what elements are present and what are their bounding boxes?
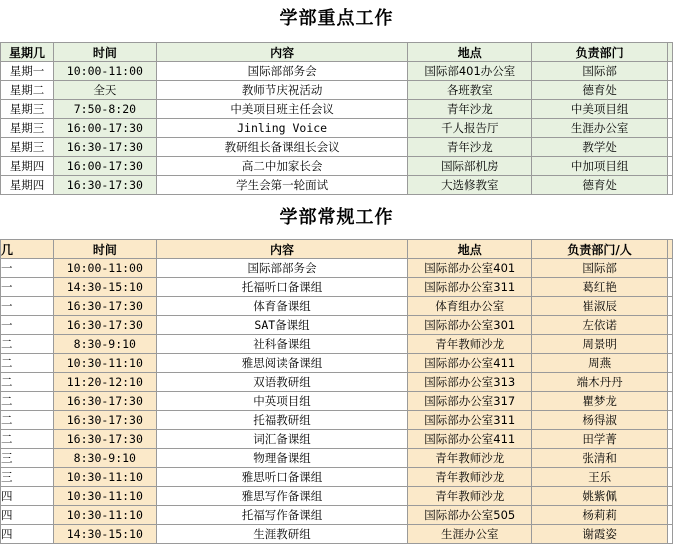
table-row — [1, 430, 673, 449]
table-row — [1, 259, 673, 278]
cell-day: 星期四 — [1, 157, 54, 176]
cell-spacer — [667, 373, 672, 392]
cell-spacer — [667, 335, 672, 354]
table-row — [1, 525, 673, 544]
cell-time: 10:30-11:10 — [53, 354, 156, 373]
cell-dept: 王乐 — [532, 468, 668, 487]
section-title-key-work: 学部重点工作 — [279, 8, 394, 29]
cell-content: 教研组长备课组长会议 — [156, 138, 408, 157]
cell-day: 二 — [1, 430, 54, 449]
cell-content: 雅思阅读备课组 — [156, 354, 408, 373]
cell-day: 一 — [1, 297, 54, 316]
cell-spacer — [667, 278, 672, 297]
cell-content: 高二中加家长会 — [156, 157, 408, 176]
cell-content: SAT备课组 — [156, 316, 408, 335]
cell-time: 14:30-15:10 — [53, 278, 156, 297]
table-row — [1, 176, 673, 195]
cell-spacer — [667, 176, 672, 195]
cell-spacer — [667, 525, 672, 544]
cell-day: 二 — [1, 373, 54, 392]
header-dept: 负责部门 — [532, 43, 668, 62]
cell-content: 学生会第一轮面试 — [156, 176, 408, 195]
cell-spacer — [667, 100, 672, 119]
table-row — [1, 138, 673, 157]
cell-spacer — [667, 506, 672, 525]
cell-day: 三 — [1, 468, 54, 487]
cell-dept: 杨得淑 — [532, 411, 668, 430]
cell-dept: 崔淑辰 — [532, 297, 668, 316]
cell-dept: 谢霞姿 — [532, 525, 668, 544]
cell-time: 8:30-9:10 — [53, 449, 156, 468]
cell-dept: 端木丹丹 — [532, 373, 668, 392]
header-time: 时间 — [53, 240, 156, 259]
cell-day: 星期三 — [1, 100, 54, 119]
cell-time: 16:30-17:30 — [53, 411, 156, 430]
cell-place: 大选修教室 — [408, 176, 532, 195]
cell-day: 一 — [1, 259, 54, 278]
cell-day: 二 — [1, 354, 54, 373]
cell-place: 青年沙龙 — [408, 100, 532, 119]
cell-dept: 国际部 — [532, 259, 668, 278]
cell-day: 一 — [1, 316, 54, 335]
cell-place: 国际部办公室311 — [408, 278, 532, 297]
table-row — [1, 373, 673, 392]
section-title-routine-work: 学部常规工作 — [279, 207, 394, 228]
cell-content: 社科备课组 — [156, 335, 408, 354]
table-row — [1, 100, 673, 119]
cell-content: 体育备课组 — [156, 297, 408, 316]
table-row — [1, 119, 673, 138]
header-content: 内容 — [156, 43, 408, 62]
header-dept-person: 负责部门/人 — [532, 240, 668, 259]
cell-place: 生涯办公室 — [408, 525, 532, 544]
cell-content: 雅思听口备课组 — [156, 468, 408, 487]
cell-content: Jinling Voice — [156, 119, 408, 138]
table-header-row — [1, 43, 673, 62]
header-spacer — [667, 43, 672, 62]
header-time: 时间 — [53, 43, 156, 62]
cell-content: 托福教研组 — [156, 411, 408, 430]
table-header-row — [1, 240, 673, 259]
cell-time: 14:30-15:10 — [53, 525, 156, 544]
cell-place: 青年教师沙龙 — [408, 449, 532, 468]
cell-dept: 中美项目组 — [532, 100, 668, 119]
table-row — [1, 487, 673, 506]
routine-work-table — [0, 239, 673, 544]
cell-spacer — [667, 62, 672, 81]
cell-spacer — [667, 259, 672, 278]
cell-dept: 中加项目组 — [532, 157, 668, 176]
cell-place: 国际部办公室301 — [408, 316, 532, 335]
cell-time: 10:30-11:10 — [53, 468, 156, 487]
table-row — [1, 354, 673, 373]
cell-time: 10:30-11:10 — [53, 506, 156, 525]
cell-place: 国际部机房 — [408, 157, 532, 176]
table-row — [1, 449, 673, 468]
cell-place: 国际部办公室411 — [408, 430, 532, 449]
cell-content: 生涯教研组 — [156, 525, 408, 544]
cell-place: 青年教师沙龙 — [408, 468, 532, 487]
cell-place: 国际部办公室311 — [408, 411, 532, 430]
cell-time: 16:30-17:30 — [53, 176, 156, 195]
table-row — [1, 157, 673, 176]
cell-day: 二 — [1, 335, 54, 354]
cell-place: 青年沙龙 — [408, 138, 532, 157]
cell-day: 四 — [1, 487, 54, 506]
table-row — [1, 392, 673, 411]
cell-spacer — [667, 138, 672, 157]
cell-day: 星期二 — [1, 81, 54, 100]
cell-spacer — [667, 487, 672, 506]
cell-dept: 瞿梦龙 — [532, 392, 668, 411]
cell-content: 国际部部务会 — [156, 259, 408, 278]
cell-time: 16:30-17:30 — [53, 316, 156, 335]
cell-place: 国际部办公室401 — [408, 259, 532, 278]
cell-spacer — [667, 81, 672, 100]
cell-content: 托福写作备课组 — [156, 506, 408, 525]
cell-time: 16:30-17:30 — [53, 392, 156, 411]
header-day: 几 — [1, 240, 54, 259]
cell-day: 一 — [1, 278, 54, 297]
cell-content: 词汇备课组 — [156, 430, 408, 449]
cell-dept: 德育处 — [532, 81, 668, 100]
cell-content: 雅思写作备课组 — [156, 487, 408, 506]
cell-day: 三 — [1, 449, 54, 468]
cell-place: 青年教师沙龙 — [408, 335, 532, 354]
header-place: 地点 — [408, 43, 532, 62]
cell-dept: 杨莉莉 — [532, 506, 668, 525]
cell-dept: 张清和 — [532, 449, 668, 468]
cell-time: 16:30-17:30 — [53, 430, 156, 449]
header-place: 地点 — [408, 240, 532, 259]
cell-day: 二 — [1, 411, 54, 430]
cell-day: 四 — [1, 525, 54, 544]
cell-spacer — [667, 392, 672, 411]
cell-place: 国际部办公室313 — [408, 373, 532, 392]
cell-spacer — [667, 354, 672, 373]
cell-day: 星期四 — [1, 176, 54, 195]
cell-day: 星期一 — [1, 62, 54, 81]
cell-day: 二 — [1, 392, 54, 411]
cell-spacer — [667, 430, 672, 449]
cell-spacer — [667, 297, 672, 316]
table-row — [1, 506, 673, 525]
cell-spacer — [667, 449, 672, 468]
cell-place: 国际部办公室505 — [408, 506, 532, 525]
cell-spacer — [667, 316, 672, 335]
cell-time: 10:00-11:00 — [53, 62, 156, 81]
cell-dept: 左依诺 — [532, 316, 668, 335]
cell-spacer — [667, 468, 672, 487]
table-row — [1, 62, 673, 81]
cell-content: 国际部部务会 — [156, 62, 408, 81]
cell-dept: 田学菁 — [532, 430, 668, 449]
cell-time: 8:30-9:10 — [53, 335, 156, 354]
cell-place: 各班教室 — [408, 81, 532, 100]
cell-time: 16:30-17:30 — [53, 138, 156, 157]
cell-place: 千人报告厅 — [408, 119, 532, 138]
cell-time: 10:30-11:10 — [53, 487, 156, 506]
cell-day: 星期三 — [1, 138, 54, 157]
table-row — [1, 297, 673, 316]
cell-time: 7:50-8:20 — [53, 100, 156, 119]
table-row — [1, 335, 673, 354]
cell-spacer — [667, 119, 672, 138]
table-row — [1, 411, 673, 430]
cell-dept: 葛红艳 — [532, 278, 668, 297]
cell-place: 体育组办公室 — [408, 297, 532, 316]
cell-day: 星期三 — [1, 119, 54, 138]
cell-place: 国际部401办公室 — [408, 62, 532, 81]
table-row — [1, 81, 673, 100]
cell-time: 16:00-17:30 — [53, 157, 156, 176]
cell-dept: 周燕 — [532, 354, 668, 373]
cell-dept: 生涯办公室 — [532, 119, 668, 138]
header-content: 内容 — [156, 240, 408, 259]
cell-content: 物理备课组 — [156, 449, 408, 468]
cell-dept: 姚紫佩 — [532, 487, 668, 506]
cell-time: 10:00-11:00 — [53, 259, 156, 278]
cell-content: 中美项目班主任会议 — [156, 100, 408, 119]
table-row — [1, 278, 673, 297]
cell-time: 全天 — [53, 81, 156, 100]
cell-time: 11:20-12:10 — [53, 373, 156, 392]
cell-content: 双语教研组 — [156, 373, 408, 392]
cell-place: 国际部办公室411 — [408, 354, 532, 373]
cell-content: 托福听口备课组 — [156, 278, 408, 297]
cell-spacer — [667, 411, 672, 430]
table-row — [1, 468, 673, 487]
cell-dept: 德育处 — [532, 176, 668, 195]
cell-time: 16:00-17:30 — [53, 119, 156, 138]
header-spacer — [667, 240, 672, 259]
cell-content: 中英项目组 — [156, 392, 408, 411]
cell-spacer — [667, 157, 672, 176]
header-day: 星期几 — [1, 43, 54, 62]
cell-dept: 国际部 — [532, 62, 668, 81]
cell-place: 青年教师沙龙 — [408, 487, 532, 506]
cell-place: 国际部办公室317 — [408, 392, 532, 411]
key-work-table — [0, 42, 673, 195]
cell-day: 四 — [1, 506, 54, 525]
cell-content: 教师节庆祝活动 — [156, 81, 408, 100]
cell-time: 16:30-17:30 — [53, 297, 156, 316]
table-row — [1, 316, 673, 335]
cell-dept: 周景明 — [532, 335, 668, 354]
cell-dept: 教学处 — [532, 138, 668, 157]
